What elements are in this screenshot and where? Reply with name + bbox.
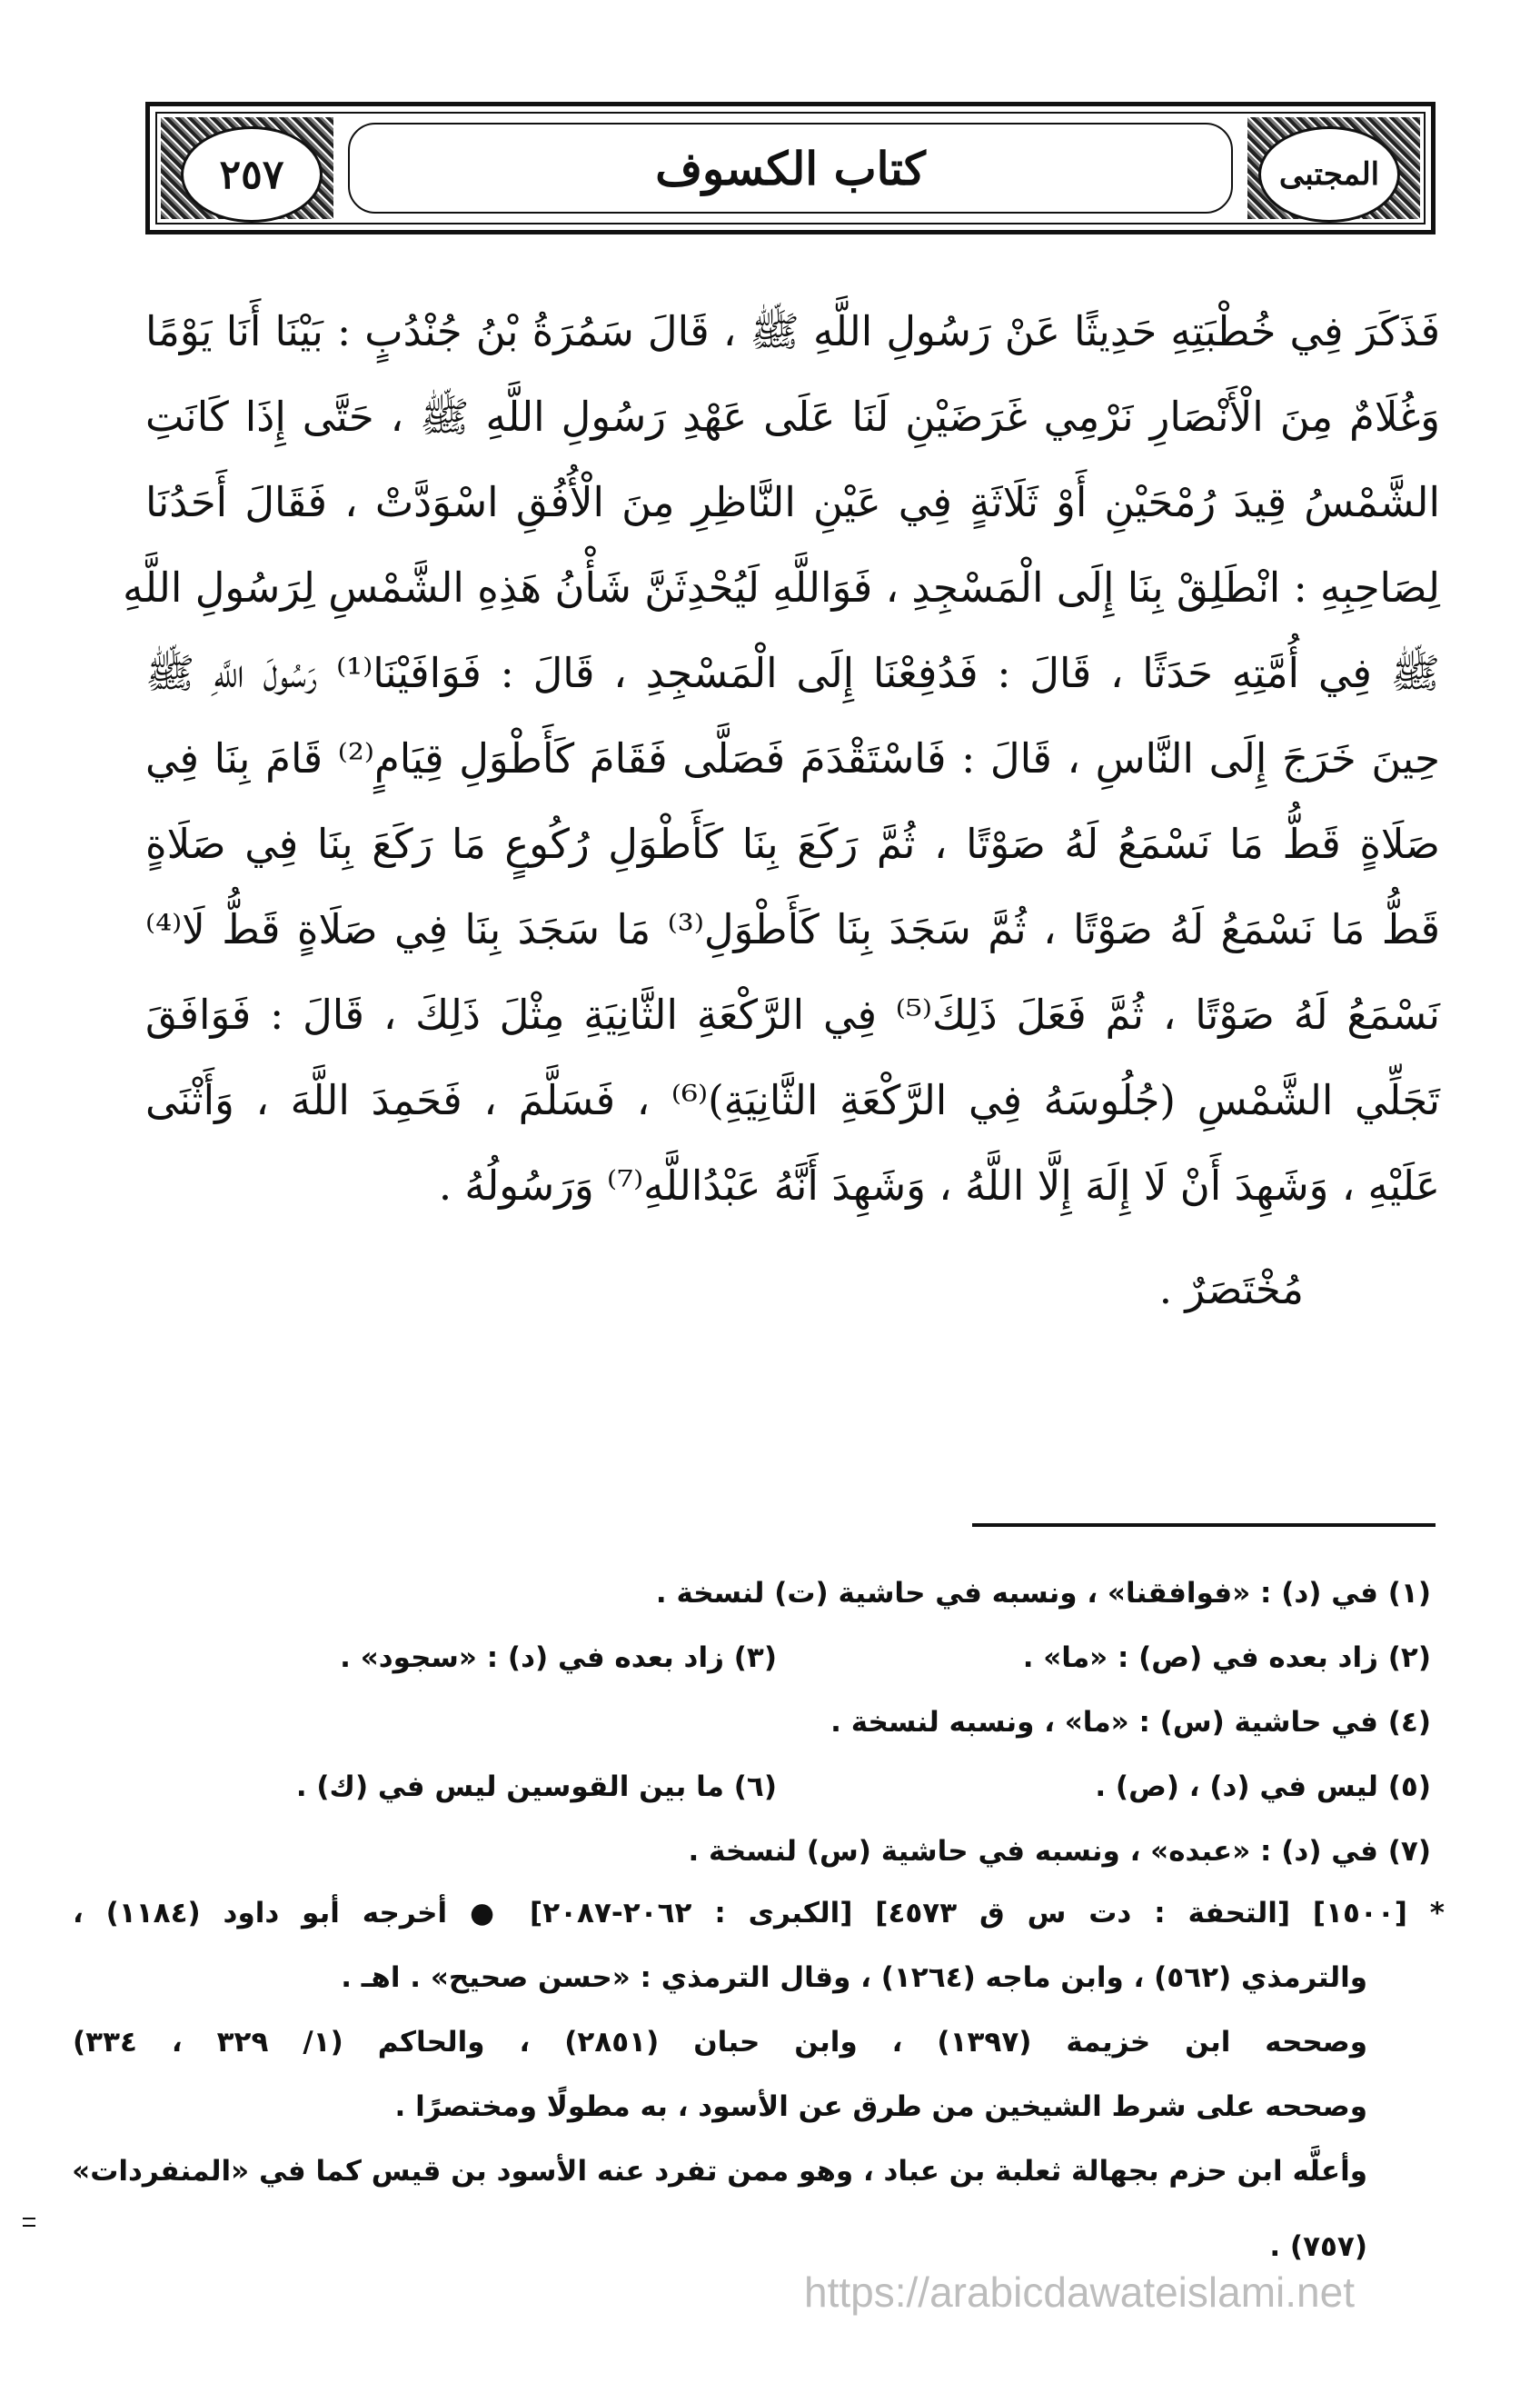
takhrij-line: * [١٥٠٠] [التحفة : دت س ق ٤٥٧٣] [الكبرى : ٢٠٦٢-٢٠٨٧] ● أخرجه أبو داود (١١٨٤) ، — [73, 1897, 1446, 1929]
text-line: صَلَاةٍ قَطُّ مَا نَسْمَعُ لَهُ صَوْتًا ، ثُمَّ رَكَعَ بِنَا كَأَطْوَلِ رُكُوعٍ مَا رَكَعَ بِنَا فِي صَلَاةٍ — [145, 820, 1440, 868]
footnote-6: (٦) ما بين القوسين ليس في (ك) . — [295, 1770, 777, 1803]
main-text — [123, 289, 1441, 1332]
text-line: عَلَيْهِ ، وَشَهِدَ أَنْ لَا إِلَهَ إِلَّا اللَّهُ ، وَشَهِدَ أَنَّهُ عَبْدُاللَّهِ⁽⁷⁾ وَرَسُولُهُ . — [438, 1162, 1440, 1210]
ornament-left — [161, 117, 333, 219]
text-line: لِصَاحِبِهِ : انْطَلِقْ بِنَا إِلَى الْمَسْجِدِ ، فَوَاللَّهِ لَيُحْدِثَنَّ شَأْنُ هَذِهِ الشَّمْسِ لِرَسُولِ اللَّهِ — [123, 563, 1440, 612]
page-header — [145, 102, 1436, 234]
header-frame — [155, 112, 1426, 224]
ornament-right — [1247, 117, 1420, 219]
footnotes — [109, 1561, 1431, 1884]
takhrij-line: (٧٥٧) . — [1269, 2230, 1367, 2263]
margin-mark — [23, 2218, 35, 2227]
footnote-2: (٢) زاد بعده في (ص) : «ما» . — [1022, 1641, 1431, 1674]
text-line: الشَّمْسُ قِيدَ رُمْحَيْنِ أَوْ ثَلَاثَةٍ فِي عَيْنِ النَّاظِرِ مِنَ الْأُفُقِ اسْوَدَّتْ ، فَقَالَ أَحَدُنَا — [145, 478, 1440, 526]
footnote-3: (٣) زاد بعده في (د) : «سجود» . — [340, 1641, 777, 1674]
footnote-5: (٥) ليس في (د) ، (ص) . — [1095, 1770, 1431, 1803]
closing-note: مُخْتَصَرٌ . — [1158, 1265, 1304, 1313]
footnote-4: (٤) في حاشية (س) : «ما» ، ونسبه لنسخة . — [830, 1706, 1431, 1739]
text-line: تَجَلِّي الشَّمْسِ (جُلُوسَهُ فِي الرَّكْعَةِ الثَّانِيَةِ)⁽⁶⁾ ، فَسَلَّمَ ، فَحَمِدَ اللَّهَ ، وَأَثْنَى — [145, 1076, 1440, 1124]
takhrij-line: والترمذي (٥٦٢) ، وابن ماجه (١٢٦٤) ، وقال الترمذي : «حسن صحيح» . اهـ . — [341, 1961, 1367, 1994]
text-line: قَطُّ مَا نَسْمَعُ لَهُ صَوْتًا ، ثُمَّ سَجَدَ بِنَا كَأَطْوَلِ⁽³⁾ مَا سَجَدَ بِنَا فِي صَلَاةٍ قَطُّ لَا⁽⁴⁾ — [145, 905, 1440, 953]
title-panel — [348, 123, 1233, 214]
text-line: ﷺ فِي أُمَّتِهِ حَدَثًا ، قَالَ : فَدُفِعْنَا إِلَى الْمَسْجِدِ ، قَالَ : فَوَافَيْنَا⁽¹⁾ رَسُولَ اللَّهِ ﷺ — [145, 649, 1440, 697]
book-name-medallion: المجتبى — [1258, 126, 1400, 223]
footnote-7: (٧) في (د) : «عبده» ، ونسبه في حاشية (س) لنسخة . — [688, 1835, 1431, 1868]
watermark: https://arabicdawateislami.net — [804, 2268, 1355, 2316]
takhrij-line: وصححه ابن خزيمة (١٣٩٧) ، وابن حبان (٢٨٥١) ، والحاكم (١/ ٣٢٩ ، ٣٣٤) — [73, 2026, 1367, 2059]
page-number: ٢٥٧ — [181, 126, 323, 223]
footnote-1: (١) في (د) : «فوافقنا» ، ونسبه في حاشية (ت) لنسخة . — [655, 1577, 1431, 1610]
takhrij-line: وأعلَّه ابن حزم بجهالة ثعلبة بن عباد ، وهو ممن تفرد عنه الأسود بن قيس كما في «المنفردات» — [72, 2155, 1367, 2188]
text-line: نَسْمَعُ لَهُ صَوْتًا ، ثُمَّ فَعَلَ ذَلِكَ⁽⁵⁾ فِي الرَّكْعَةِ الثَّانِيَةِ مِثْلَ ذَلِكَ ، قَالَ : فَوَافَقَ — [145, 991, 1441, 1039]
takhrij — [73, 1881, 1445, 2279]
text-line: حِينَ خَرَجَ إِلَى النَّاسِ ، قَالَ : فَاسْتَقْدَمَ فَصَلَّى فَقَامَ كَأَطْوَلِ قِيَامٍ⁽²⁾ قَامَ بِنَا فِي — [145, 734, 1440, 783]
footnote-divider — [972, 1523, 1436, 1527]
text-line: فَذَكَرَ فِي خُطْبَتِهِ حَدِيثًا عَنْ رَسُولِ اللَّهِ ﷺ ، قَالَ سَمُرَةُ بْنُ جُنْدُبٍ : بَيْنَا أَنَا يَوْمًا — [145, 307, 1440, 355]
chapter-title: كتاب الكسوف — [655, 141, 926, 195]
takhrij-line: وصححه على شرط الشيخين من طرق عن الأسود ، به مطولًا ومختصرًا . — [394, 2090, 1367, 2123]
text-line: وَغُلَامٌ مِنَ الْأَنْصَارِ نَرْمِي غَرَضَيْنِ لَنَا عَلَى عَهْدِ رَسُولِ اللَّهِ ﷺ ، حَتَّى إِذَا كَانَتِ — [145, 393, 1440, 441]
